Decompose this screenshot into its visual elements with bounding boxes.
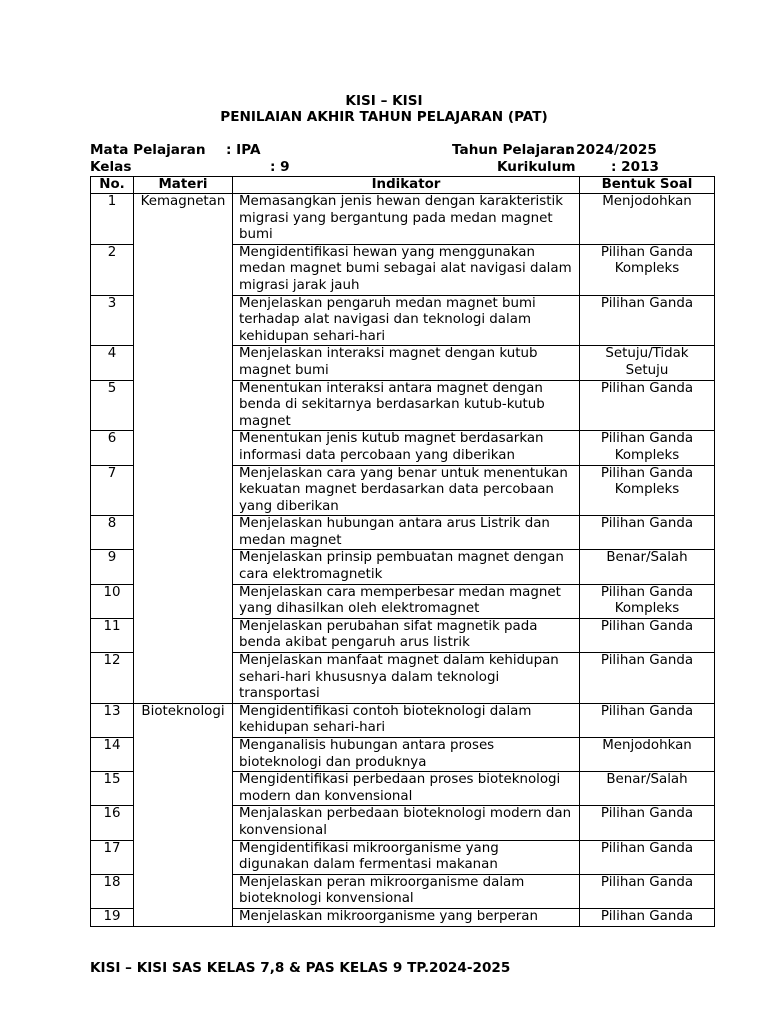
subject-value: : IPA — [226, 142, 261, 158]
indikator-cell: Menentukan interaksi antara magnet dengan benda di sekitarnya berdasarkan kutub-kutub magnet — [233, 380, 580, 431]
footer-text: KISI – KISI SAS KELAS 7,8 & PAS KELAS 9 TP.2024-2025 — [90, 960, 511, 976]
indikator-cell: Menjelaskan interaksi magnet dengan kutub magnet bumi — [233, 346, 580, 380]
header-bentuk-soal: Bentuk Soal — [580, 177, 715, 194]
row-number: 19 — [91, 908, 134, 926]
materi-cell: Bioteknologi — [134, 703, 233, 926]
materi-cell: Kemagnetan — [134, 194, 233, 704]
row-number: 14 — [91, 738, 134, 772]
curriculum-value: : 2013 — [611, 159, 660, 175]
bentuk-soal-cell: Pilihan Ganda — [580, 908, 715, 926]
row-number: 17 — [91, 840, 134, 874]
indikator-cell: Menjelaskan pengaruh medan magnet bumi terhadap alat navigasi dan teknologi dalam kehidupan sehari-hari — [233, 295, 580, 346]
indikator-cell: Menjelaskan peran mikroorganisme dalam bioteknologi konvensional — [233, 874, 580, 908]
row-number: 7 — [91, 465, 134, 516]
row-number: 15 — [91, 772, 134, 806]
bentuk-soal-cell: Benar/Salah — [580, 550, 715, 584]
document-title: KISI – KISI — [345, 93, 423, 109]
bentuk-soal-cell: Pilihan Ganda Kompleks — [580, 584, 715, 618]
indikator-cell: Memasangkan jenis hewan dengan karakteristik migrasi yang bergantung pada medan magnet bumi — [233, 194, 580, 245]
row-number: 11 — [91, 618, 134, 652]
bentuk-soal-cell: Pilihan Ganda Kompleks — [580, 431, 715, 465]
row-number: 18 — [91, 874, 134, 908]
bentuk-soal-cell: Pilihan Ganda — [580, 618, 715, 652]
row-number: 13 — [91, 703, 134, 737]
bentuk-soal-cell: Pilihan Ganda — [580, 653, 715, 704]
indikator-cell: Menjelaskan prinsip pembuatan magnet dengan cara elektromagnetik — [233, 550, 580, 584]
bentuk-soal-cell: Benar/Salah — [580, 772, 715, 806]
bentuk-soal-cell: Pilihan Ganda — [580, 703, 715, 737]
header-materi: Materi — [134, 177, 233, 194]
indikator-cell: Mengidentifikasi contoh bioteknologi dalam kehidupan sehari-hari — [233, 703, 580, 737]
row-number: 4 — [91, 346, 134, 380]
indikator-cell: Menjelaskan perubahan sifat magnetik pada benda akibat pengaruh arus listrik — [233, 618, 580, 652]
row-number: 9 — [91, 550, 134, 584]
row-number: 10 — [91, 584, 134, 618]
bentuk-soal-cell: Pilihan Ganda — [580, 380, 715, 431]
bentuk-soal-cell: Pilihan Ganda — [580, 874, 715, 908]
row-number: 2 — [91, 244, 134, 295]
subject-label: Mata Pelajaran — [90, 142, 206, 158]
indikator-cell: Mengidentifikasi mikroorganisme yang digunakan dalam fermentasi makanan — [233, 840, 580, 874]
kisi-table — [90, 176, 715, 927]
year-value: : 2024/2025 — [566, 142, 657, 158]
bentuk-soal-cell: Pilihan Ganda — [580, 806, 715, 840]
bentuk-soal-cell: Menjodohkan — [580, 738, 715, 772]
document-subtitle: PENILAIAN AKHIR TAHUN PELAJARAN (PAT) — [220, 109, 548, 125]
indikator-cell: Menjelaskan hubungan antara arus Listrik dan medan magnet — [233, 516, 580, 550]
class-value: : 9 — [270, 159, 290, 175]
table-header-row — [91, 177, 715, 194]
row-number: 8 — [91, 516, 134, 550]
year-label: Tahun Pelajaran — [452, 142, 575, 158]
row-number: 3 — [91, 295, 134, 346]
indikator-cell: Menjelaskan cara memperbesar medan magnet yang dihasilkan oleh elektromagnet — [233, 584, 580, 618]
bentuk-soal-cell: Setuju/Tidak Setuju — [580, 346, 715, 380]
curriculum-label: Kurikulum — [497, 159, 576, 175]
bentuk-soal-cell: Pilihan Ganda — [580, 295, 715, 346]
indikator-cell: Menjalaskan perbedaan bioteknologi modern dan konvensional — [233, 806, 580, 840]
bentuk-soal-cell: Menjodohkan — [580, 194, 715, 245]
row-number: 1 — [91, 194, 134, 245]
class-label: Kelas — [90, 159, 132, 175]
table-row — [91, 194, 715, 245]
header-no: No. — [91, 177, 134, 194]
bentuk-soal-cell: Pilihan Ganda Kompleks — [580, 244, 715, 295]
row-number: 5 — [91, 380, 134, 431]
bentuk-soal-cell: Pilihan Ganda — [580, 516, 715, 550]
row-number: 16 — [91, 806, 134, 840]
indikator-cell: Menentukan jenis kutub magnet berdasarkan informasi data percobaan yang diberikan — [233, 431, 580, 465]
indikator-cell: Mengidentifikasi hewan yang menggunakan medan magnet bumi sebagai alat navigasi dalam migrasi jarak jauh — [233, 244, 580, 295]
indikator-cell: Menganalisis hubungan antara proses bioteknologi dan produknya — [233, 738, 580, 772]
header-indikator: Indikator — [233, 177, 580, 194]
table-body — [91, 194, 715, 927]
indikator-cell: Menjelaskan mikroorganisme yang berperan — [233, 908, 580, 926]
bentuk-soal-cell: Pilihan Ganda Kompleks — [580, 465, 715, 516]
indikator-cell: Menjelaskan cara yang benar untuk menentukan kekuatan magnet berdasarkan data percobaan yang diberikan — [233, 465, 580, 516]
table-row — [91, 703, 715, 737]
indikator-cell: Menjelaskan manfaat magnet dalam kehidupan sehari-hari khususnya dalam teknologi transportasi — [233, 653, 580, 704]
row-number: 12 — [91, 653, 134, 704]
row-number: 6 — [91, 431, 134, 465]
indikator-cell: Mengidentifikasi perbedaan proses bioteknologi modern dan konvensional — [233, 772, 580, 806]
bentuk-soal-cell: Pilihan Ganda — [580, 840, 715, 874]
